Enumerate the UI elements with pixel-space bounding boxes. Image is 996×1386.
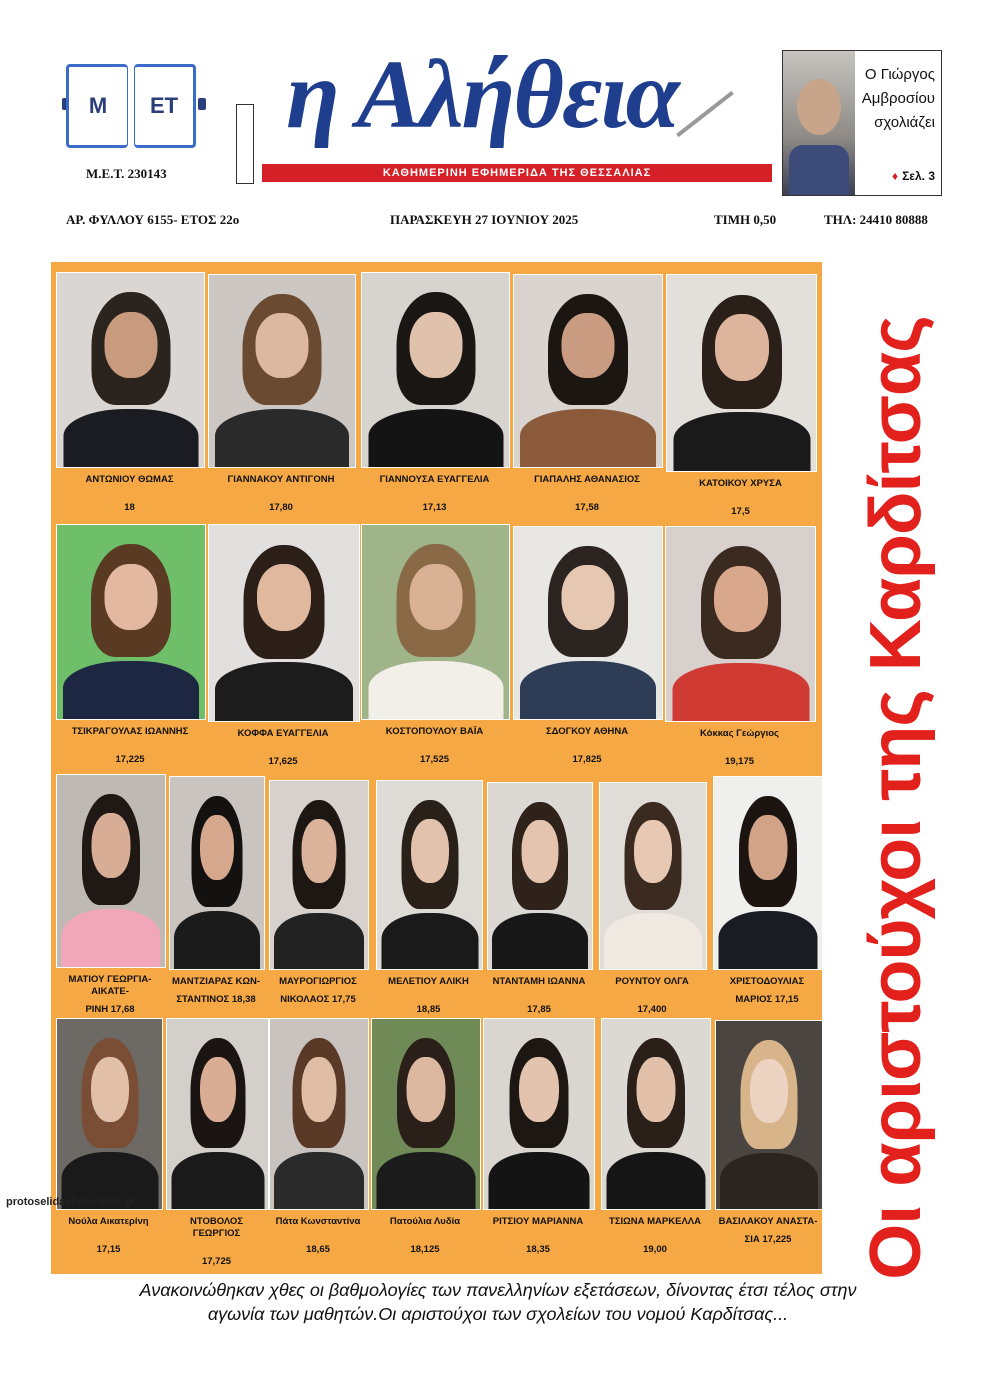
student-name: ΜΕΛΕΤΙΟΥ ΑΛΙΚΗ <box>388 976 469 987</box>
student-score: 17,58 <box>575 502 599 513</box>
student-photo <box>715 1020 823 1210</box>
student-score: 17,80 <box>269 502 293 513</box>
student-score: 17,85 <box>527 1004 551 1015</box>
student-name: ΝΤΟΒΟΛΟΣ ΓΕΩΡΓΙΟΣ <box>189 1216 244 1239</box>
student-photo <box>666 274 817 472</box>
student-photo <box>601 1018 711 1210</box>
student-score: 17,525 <box>419 754 450 765</box>
student-caption <box>513 474 661 514</box>
student-score: ΡΙΝΗ 17,68 <box>85 1004 135 1015</box>
student-score: 19,00 <box>643 1244 667 1255</box>
met-code: Μ.Ε.Τ. 230143 <box>86 166 167 181</box>
student-name: Πάτα Κωνσταντίνα <box>275 1216 361 1227</box>
student-caption <box>56 974 164 1016</box>
student-score: ΜΑΡΙΟΣ 17,15 <box>735 994 799 1005</box>
student-name: ΤΣΙΚΡΑΓΟΥΛΑΣ ΙΩΑΝΝΗΣ <box>71 726 189 737</box>
students-panel <box>51 262 822 1274</box>
student-score: 17,225 <box>115 754 145 765</box>
student-caption <box>601 1216 709 1256</box>
student-caption <box>483 1216 593 1256</box>
columnist-text: Ο Γιώργος Αμβροσίου σχολιάζει <box>861 66 935 131</box>
student-score: ΣΤΑΝΤΙΝΟΣ 18,38 <box>176 994 256 1005</box>
student-photo <box>487 782 593 970</box>
price: ΤΙΜΗ 0,50 <box>714 212 777 227</box>
student-score: 17,5 <box>731 506 750 517</box>
student-name: ΑΝΤΩΝΙΟΥ ΘΩΜΑΣ <box>85 474 174 485</box>
student-photo <box>599 782 707 970</box>
student-caption <box>487 976 591 1016</box>
student-photo <box>56 524 206 720</box>
columnist-photo <box>783 51 855 195</box>
newspaper-tagline: ΚΑΘΗΜΕΡΙΝΗ ΕΦΗΜΕΡΙΔΑ ΤΗΣ ΘΕΣΣΑΛΙΑΣ <box>262 164 772 182</box>
student-score: 18 <box>124 502 135 513</box>
logo-dot-right <box>198 98 206 110</box>
student-photo <box>56 774 166 968</box>
student-photo <box>483 1018 595 1210</box>
student-name: ΣΔΟΓΚΟΥ ΑΘΗΝΑ <box>545 726 629 737</box>
summary-line-2: αγωνία των μαθητών.Οι αριστούχοι των σχολείων του νομού Καρδίτσας... <box>207 1304 789 1324</box>
student-photo <box>56 1018 163 1210</box>
vertical-headline: Οι αριστούχοι της Καρδίτσας <box>856 316 936 1280</box>
student-photo <box>56 272 205 468</box>
student-name: ΚΑΤΟΙΚΟΥ ΧΡΥΣΑ <box>699 478 782 489</box>
student-score: 17,725 <box>201 1256 232 1267</box>
student-score: 18,125 <box>410 1244 440 1255</box>
logo-letters-et: ΕΤ <box>134 64 196 148</box>
student-score: 18,65 <box>306 1244 330 1255</box>
student-caption <box>166 1216 267 1268</box>
student-caption <box>56 1216 161 1256</box>
student-name: ΓΙΑΠΑΛΗΣ ΑΘΑΝΑΣΙΟΣ <box>534 474 640 485</box>
student-photo <box>371 1018 481 1210</box>
student-score: ΝΙΚΟΛΑΟΣ 17,75 <box>280 994 356 1005</box>
summary-line-1: Ανακοινώθηκαν χθες οι βαθμολογίες των πανελληνίων εξετάσεων, δίνοντας έτσι τέλος στην <box>139 1280 857 1300</box>
student-name: ΜΑΥΡΟΓΙΩΡΓΙΟΣ <box>279 976 357 987</box>
student-caption <box>665 728 814 768</box>
diamond-icon: ♦ <box>891 169 899 183</box>
student-caption <box>371 1216 479 1256</box>
student-name: ΡΟΥΝΤΟΥ ΟΛΓΑ <box>615 976 689 987</box>
student-name: Κόκκας Γεώργιος <box>700 728 779 739</box>
student-name: ΚΟΦΦΑ ΕΥΑΓΓΕΛΙΑ <box>237 728 329 739</box>
student-caption <box>269 976 367 1006</box>
student-caption <box>715 1216 821 1246</box>
logo-letter-m: Μ <box>66 64 128 148</box>
student-photo <box>713 776 823 970</box>
student-photo <box>513 526 663 720</box>
aep-seal-icon <box>236 104 254 184</box>
student-score: 17,15 <box>96 1244 121 1255</box>
student-photo <box>208 524 360 722</box>
student-caption <box>361 474 508 514</box>
student-caption <box>361 726 508 766</box>
student-caption <box>713 976 821 1006</box>
student-name: ΡΙΤΣΙΟΥ ΜΑΡΙΑΝΝΑ <box>492 1216 584 1227</box>
student-caption <box>599 976 705 1016</box>
student-score: 17,625 <box>268 756 298 767</box>
student-score: 18,35 <box>526 1244 550 1255</box>
met-logo <box>62 64 202 152</box>
columnist-box[interactable] <box>782 50 942 196</box>
student-photo <box>361 524 510 720</box>
student-name: ΤΣΙΩΝΑ ΜΑΡΚΕΛΛΑ <box>609 1216 701 1227</box>
pen-stroke-icon <box>676 91 734 137</box>
student-caption <box>666 478 815 518</box>
student-name: ΜΑΤΙΟΥ ΓΕΩΡΓΙΑ-ΑΙΚΑΤΕ- <box>68 974 152 997</box>
student-score: 19,175 <box>724 756 755 767</box>
student-photo <box>665 526 816 722</box>
columnist-page-ref: ♦ Σελ. 3 <box>891 169 935 183</box>
student-score: ΣΙΑ 17,225 <box>744 1234 792 1245</box>
student-caption <box>208 728 358 768</box>
student-caption <box>513 726 661 766</box>
student-name: ΝΤΑΝΤΑΜΗ ΙΩΑΝΝΑ <box>492 976 586 987</box>
student-caption <box>208 474 354 514</box>
student-score: 18,85 <box>416 1004 441 1015</box>
watermark: protoselidaefimeridon.gr <box>6 1196 136 1208</box>
student-name: ΓΙΑΝΝΑΚΟΥ ΑΝΤΙΓΟΝΗ <box>227 474 335 485</box>
student-photo <box>513 274 663 468</box>
student-score: 17,400 <box>637 1004 667 1015</box>
student-name: ΓΙΑΝΝΟΥΣΑ ΕΥΑΓΓΕΛΙΑ <box>379 474 490 485</box>
student-name: ΜΑΝΤΖΙΑΡΑΣ ΚΩΝ- <box>171 976 261 987</box>
phone: ΤΗΛ: 24410 80888 <box>824 212 928 227</box>
student-name: ΚΟΣΤΟΠΟΥΛΟΥ ΒΑΪΑ <box>385 726 484 737</box>
student-name: Πατούλια Λυδία <box>389 1216 461 1227</box>
student-caption <box>169 976 263 1006</box>
student-name: ΒΑΣΙΛΑΚΟΥ ΑΝΑΣΤΑ- <box>718 1216 818 1227</box>
student-photo <box>269 1018 369 1210</box>
student-photo <box>361 272 510 468</box>
student-caption <box>56 726 204 766</box>
issue-date: ΠΑΡΑΣΚΕΥΗ 27 ΙΟΥΝΙΟΥ 2025 <box>390 212 579 227</box>
student-score: 17,825 <box>572 754 602 765</box>
student-caption <box>269 1216 367 1256</box>
student-score: 17,13 <box>422 502 447 513</box>
student-caption <box>56 474 203 514</box>
student-photo <box>166 1018 269 1210</box>
newspaper-title: η Αλήθεια <box>286 41 678 149</box>
student-photo <box>269 780 369 970</box>
student-name: ΧΡΙΣΤΟΔΟΥΛΙΑΣ <box>729 976 805 987</box>
student-photo <box>169 776 265 970</box>
student-name: Νούλα Αικατερίνη <box>68 1216 149 1227</box>
summary-text <box>0 1278 996 1326</box>
student-photo <box>208 274 356 468</box>
student-photo <box>376 780 483 970</box>
student-caption <box>376 976 481 1016</box>
issue-number: ΑΡ. ΦΥΛΛΟΥ 6155- ΕΤΟΣ 22ο <box>66 212 240 227</box>
